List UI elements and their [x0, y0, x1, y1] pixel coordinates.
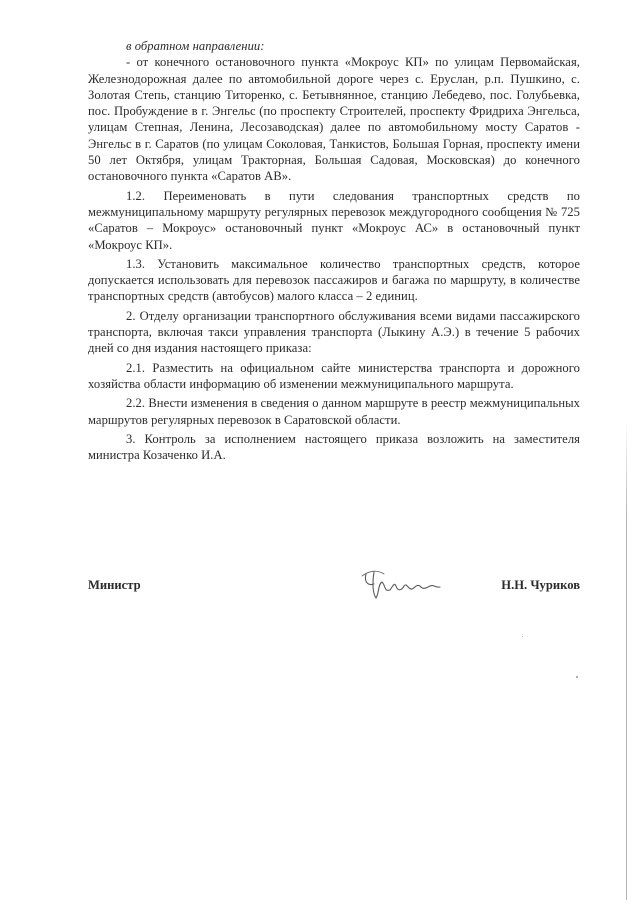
signature-block	[88, 574, 580, 614]
scan-speck	[522, 636, 523, 637]
paragraph-2: 2. Отделу организации транспортного обслуживания всеми видами пассажирского транспорта, включая такси управления транспорта (Лыкину А.Э.) в течение 5 рабочих дней со дня издания настоящего приказа:	[88, 308, 580, 356]
scan-speck	[576, 676, 578, 678]
paragraph-1-2: 1.2. Переименовать в пути следования транспортных средств по межмуниципальному маршруту регулярных перевозок междугородного сообщения № 725 «Саратов – Мокроус» остановочный пункт «Мокроус АС» в остановочный пункт «Мокроус КП».	[88, 188, 580, 252]
signatory-title: Министр	[88, 578, 141, 592]
paragraph-1-3: 1.3. Установить максимальное количество транспортных средств, которое допускается использовать для перевозок пассажиров и багажа по маршруту, в количестве транспортных средств (автобусов) малого класса – 2 единиц.	[88, 256, 580, 304]
handwritten-signature-icon	[360, 564, 450, 604]
scan-edge-line	[626, 420, 627, 900]
document-body	[88, 38, 580, 463]
return-direction-heading: в обратном направлении:	[126, 39, 265, 53]
paragraph-3: 3. Контроль за исполнением настоящего приказа возложить на заместителя министра Козаченко И.А.	[88, 431, 580, 463]
signatory-name: Н.Н. Чуриков	[501, 578, 580, 592]
paragraph-2-2: 2.2. Внести изменения в сведения о данном маршруте в реестр межмуниципальных маршрутов регулярных перевозок в Саратовской области.	[88, 396, 580, 427]
paragraph-2-1: 2.1. Разместить на официальном сайте министерства транспорта и дорожного хозяйства области информацию об изменении межмуниципального маршрута.	[88, 360, 580, 391]
route-description-paragraph: - от конечного остановочного пункта «Мокроус КП» по улицам Первомайская, Железнодорожная далее по автомобильной дороге через с. Еруслан, р.п. Пушкино, с. Золотая Степь, станцию Титоренко, с. Бетывнянное, станцию Лебедево, пос. Голубьевка, пос. Пробуждение в г. Энгельс (по проспекту Строителей, проспекту Фридриха Энгельса, улицам Степная, Ленина, Лесозаводская) далее по автомобильному мосту Саратов - Энгельс в г. Саратов (по улицам Соколовая, Танкистов, Большая Горная, проспекту имени 50 лет Октября, улицам Тракторная, Большая Садовая, Московская) до конечного остановочного пункта «Саратов АВ».	[88, 55, 580, 184]
